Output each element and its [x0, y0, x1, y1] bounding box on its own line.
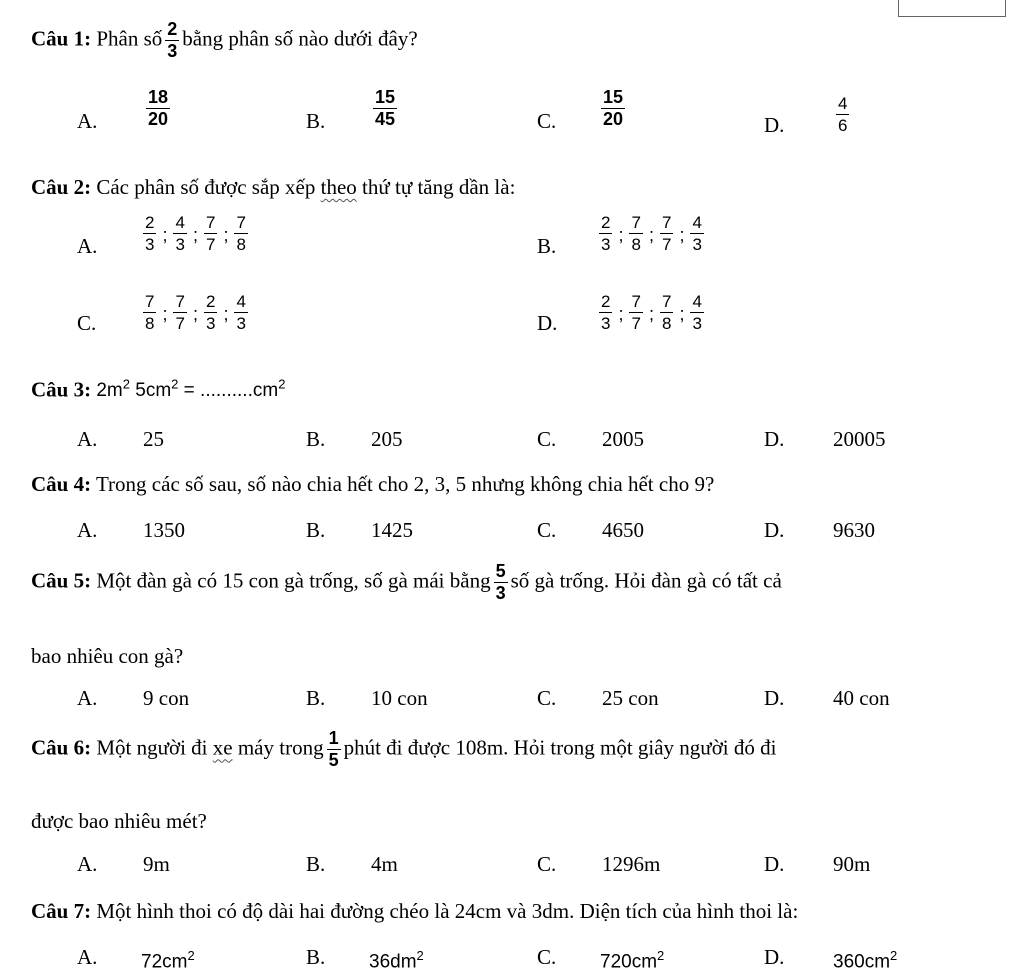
- q7-option-c-value: 720cm: [600, 951, 658, 973]
- q1-text-after: bằng phân số nào dưới đây?: [182, 26, 418, 51]
- q7-option-a-sup: 2: [187, 948, 195, 963]
- q2-option-d[interactable]: [596, 292, 707, 333]
- q5-prefix: Câu 5:: [31, 568, 92, 593]
- q4-option-b-label[interactable]: B.: [306, 518, 326, 542]
- q5-option-d-label[interactable]: D.: [764, 686, 785, 710]
- q3-stem: [31, 372, 285, 404]
- q6-option-d[interactable]: 90m: [833, 852, 871, 876]
- fraction-denominator: 3: [175, 235, 185, 254]
- q1-option-a[interactable]: [143, 88, 173, 129]
- q2-option-b[interactable]: [596, 213, 707, 254]
- q6-text-b: máy trong: [237, 735, 324, 760]
- q4-text: Trong các số sau, số nào chia hết cho 2, 3, 5 nhưng không chia hết cho 9?: [95, 472, 715, 496]
- q6-option-b-label[interactable]: B.: [306, 852, 326, 876]
- q1-option-a-label[interactable]: A.: [77, 109, 98, 133]
- q2-prefix: Câu 2:: [31, 175, 92, 199]
- fraction: [234, 292, 247, 333]
- separator: ;: [679, 304, 685, 324]
- fraction-denominator: 3: [692, 314, 702, 333]
- fraction-numerator: 7: [236, 213, 246, 232]
- fraction-denominator: 8: [661, 314, 672, 333]
- q5-text-after: số gà trống. Hỏi đàn gà có tất cả: [510, 568, 782, 593]
- fraction: [599, 292, 612, 333]
- q7-option-c-label[interactable]: C.: [537, 945, 557, 969]
- q1-prefix: Câu 1:: [31, 26, 92, 51]
- fraction-numerator: 4: [175, 213, 185, 232]
- q6-text-wavy: xe: [212, 735, 233, 760]
- fraction-denominator: 7: [205, 235, 216, 254]
- fraction: [601, 88, 625, 129]
- fraction-denominator: 7: [175, 314, 185, 333]
- fraction-numerator: 7: [175, 292, 185, 311]
- q6-prefix: Câu 6:: [31, 735, 92, 760]
- q3-expr-a: 2m: [96, 380, 123, 402]
- q5-text-before: Một đàn gà có 15 con gà trống, số gà mái bằng: [96, 568, 491, 593]
- q6-option-c[interactable]: 1296m: [602, 852, 661, 876]
- q3-option-a-label[interactable]: A.: [77, 427, 98, 451]
- q7-option-a-value: 72cm: [141, 951, 188, 973]
- q7-option-b-label[interactable]: B.: [306, 945, 326, 969]
- q5-option-c-label[interactable]: C.: [537, 686, 557, 710]
- fraction-numerator: 4: [236, 292, 246, 311]
- fraction: [836, 94, 849, 135]
- fraction-numerator: 7: [205, 213, 216, 232]
- q7-option-d-label[interactable]: D.: [764, 945, 785, 969]
- fraction-numerator: 2: [167, 19, 178, 39]
- q2-text-b: thứ tự tăng dần là:: [362, 175, 516, 199]
- q7-prefix: Câu 7:: [31, 899, 92, 923]
- fraction: [173, 213, 186, 254]
- fraction-numerator: 7: [661, 213, 672, 232]
- fraction-denominator: 3: [692, 235, 702, 254]
- q1-stem: [31, 20, 418, 61]
- q3-option-a[interactable]: 25: [143, 427, 164, 451]
- fraction-numerator: 2: [205, 292, 216, 311]
- q6-option-b[interactable]: 4m: [371, 852, 398, 876]
- fraction-denominator: 5: [328, 750, 339, 770]
- q2-option-a-label[interactable]: A.: [77, 234, 98, 258]
- q1-option-d[interactable]: [833, 94, 852, 135]
- fraction-denominator: 45: [375, 109, 396, 129]
- q5-option-b-label[interactable]: B.: [306, 686, 326, 710]
- q5-option-d[interactable]: 40 con: [833, 686, 890, 710]
- q5-option-a[interactable]: 9 con: [143, 686, 190, 710]
- separator: ;: [192, 304, 198, 324]
- q7-option-b-sup: 2: [416, 948, 424, 963]
- fraction: [690, 292, 703, 333]
- q3-expr-b: 5cm: [129, 380, 172, 402]
- q3-sup-c: 2: [278, 377, 286, 392]
- fraction-denominator: 3: [601, 314, 611, 333]
- q7-text: Một hình thoi có độ dài hai đường chéo là 24cm và 3dm. Diện tích của hình thoi là:: [96, 899, 799, 923]
- fraction: [629, 213, 642, 254]
- fraction: [173, 292, 186, 333]
- q1-option-d-label[interactable]: D.: [764, 113, 785, 137]
- fraction-numerator: 2: [145, 213, 155, 232]
- q4-option-a[interactable]: 1350: [143, 518, 185, 542]
- q3-option-d[interactable]: 20005: [833, 427, 886, 451]
- fraction-denominator: 8: [145, 314, 155, 333]
- separator: ;: [648, 225, 654, 245]
- fraction-numerator: 4: [692, 292, 702, 311]
- fraction-denominator: 7: [631, 314, 641, 333]
- q5-option-b[interactable]: 10 con: [371, 686, 428, 710]
- separator: ;: [223, 225, 229, 245]
- q3-prefix: Câu 3:: [31, 377, 92, 402]
- q2-option-c-label[interactable]: C.: [77, 311, 97, 335]
- fraction-numerator: 2: [601, 213, 611, 232]
- q4-option-d[interactable]: 9630: [833, 518, 875, 542]
- q3-expr-c: = ..........cm: [178, 380, 279, 402]
- fraction-denominator: 3: [145, 235, 155, 254]
- q5-option-a-label[interactable]: A.: [77, 686, 98, 710]
- q7-option-b-value: 36dm: [369, 951, 417, 973]
- q1-text-before: Phân số: [96, 26, 163, 51]
- separator: ;: [192, 225, 198, 245]
- q6-stem: [31, 729, 776, 770]
- q5-option-c[interactable]: 25 con: [602, 686, 659, 710]
- q6-stem-fraction: [327, 729, 341, 770]
- q2-option-b-label[interactable]: B.: [537, 234, 557, 258]
- q4-option-c-label[interactable]: C.: [537, 518, 557, 542]
- fraction-denominator: 6: [838, 116, 848, 135]
- q7-option-a-label[interactable]: A.: [77, 945, 98, 969]
- fraction-denominator: 8: [631, 235, 641, 254]
- fraction-numerator: 7: [631, 292, 641, 311]
- q3-option-d-label[interactable]: D.: [764, 427, 785, 451]
- q5-stem-line2: bao nhiêu con gà?: [31, 644, 184, 668]
- fraction: [660, 292, 673, 333]
- q4-option-b[interactable]: 1425: [371, 518, 413, 542]
- separator: ;: [162, 304, 168, 324]
- corner-box: [898, 0, 1006, 17]
- fraction-numerator: 5: [495, 561, 506, 581]
- fraction: [629, 292, 642, 333]
- q2-option-a[interactable]: [140, 213, 251, 254]
- q6-option-c-label[interactable]: C.: [537, 852, 557, 876]
- fraction-numerator: 18: [148, 87, 169, 107]
- separator: ;: [679, 225, 685, 245]
- fraction-denominator: 3: [495, 583, 506, 603]
- q4-option-d-label[interactable]: D.: [764, 518, 785, 542]
- q6-option-d-label[interactable]: D.: [764, 852, 785, 876]
- q1-option-b-label[interactable]: B.: [306, 109, 326, 133]
- fraction-numerator: 2: [601, 292, 611, 311]
- q7-option-c-sup: 2: [657, 948, 665, 963]
- fraction: [204, 292, 217, 333]
- fraction: [143, 213, 156, 254]
- fraction-numerator: 4: [838, 94, 848, 113]
- fraction-numerator: 7: [661, 292, 672, 311]
- q7-option-d-value: 360cm: [833, 951, 891, 973]
- fraction: [143, 292, 156, 333]
- fraction-denominator: 7: [661, 235, 672, 254]
- q3-sup-a: 2: [122, 377, 130, 392]
- q3-option-c[interactable]: 2005: [602, 427, 644, 451]
- q6-option-a-label[interactable]: A.: [77, 852, 98, 876]
- fraction-denominator: 3: [601, 235, 611, 254]
- q4-option-c[interactable]: 4650: [602, 518, 644, 542]
- q7-option-a[interactable]: [141, 943, 195, 975]
- q1-option-c[interactable]: [598, 88, 628, 129]
- separator: ;: [618, 225, 624, 245]
- fraction-denominator: 3: [236, 314, 246, 333]
- q3-option-c-label[interactable]: C.: [537, 427, 557, 451]
- fraction-numerator: 4: [692, 213, 702, 232]
- fraction-numerator: 15: [375, 87, 396, 107]
- q3-option-b-label[interactable]: B.: [306, 427, 326, 451]
- fraction: [599, 213, 612, 254]
- fraction-numerator: 7: [145, 292, 155, 311]
- fraction: [690, 213, 703, 254]
- fraction: [146, 88, 170, 129]
- q5-stem: [31, 562, 782, 603]
- q2-option-c[interactable]: [140, 292, 251, 333]
- separator: ;: [162, 225, 168, 245]
- q3-sup-b: 2: [171, 377, 179, 392]
- q7-option-d[interactable]: [833, 943, 897, 975]
- separator: ;: [618, 304, 624, 324]
- fraction-denominator: 8: [236, 235, 246, 254]
- q1-option-b[interactable]: [370, 88, 400, 129]
- fraction: [204, 213, 217, 254]
- q6-text-a: Một người đi: [96, 735, 208, 760]
- q6-stem-line2: được bao nhiêu mét?: [31, 809, 207, 833]
- separator: ;: [223, 304, 229, 324]
- fraction: [234, 213, 247, 254]
- q4-stem: [31, 471, 714, 497]
- q6-option-a[interactable]: 9m: [143, 852, 170, 876]
- fraction-denominator: 3: [167, 41, 178, 61]
- q7-option-c[interactable]: [600, 943, 664, 975]
- fraction: [660, 213, 673, 254]
- fraction-numerator: 15: [603, 87, 624, 107]
- q7-option-b[interactable]: [369, 943, 424, 975]
- q4-option-a-label[interactable]: A.: [77, 518, 98, 542]
- separator: ;: [648, 304, 654, 324]
- q7-stem: [31, 898, 798, 924]
- q2-text-wavy: theo: [320, 175, 357, 199]
- fraction-numerator: 7: [631, 213, 641, 232]
- q7-option-d-sup: 2: [890, 948, 898, 963]
- fraction-denominator: 20: [148, 109, 169, 129]
- q6-text-after: phút đi được 108m. Hỏi trong một giây người đó đi: [343, 735, 777, 760]
- q1-option-c-label[interactable]: C.: [537, 109, 557, 133]
- q1-stem-fraction: [165, 20, 179, 61]
- fraction: [373, 88, 397, 129]
- q3-expression: [96, 377, 286, 402]
- q5-stem-fraction: [494, 562, 508, 603]
- q3-option-b[interactable]: 205: [371, 427, 403, 451]
- q2-stem: [31, 174, 515, 200]
- q2-option-d-label[interactable]: D.: [537, 311, 558, 335]
- q4-prefix: Câu 4:: [31, 472, 92, 496]
- fraction-denominator: 3: [205, 314, 216, 333]
- q2-text-a: Các phân số được sắp xếp: [96, 175, 316, 199]
- fraction-numerator: 1: [328, 728, 339, 748]
- fraction-denominator: 20: [603, 109, 624, 129]
